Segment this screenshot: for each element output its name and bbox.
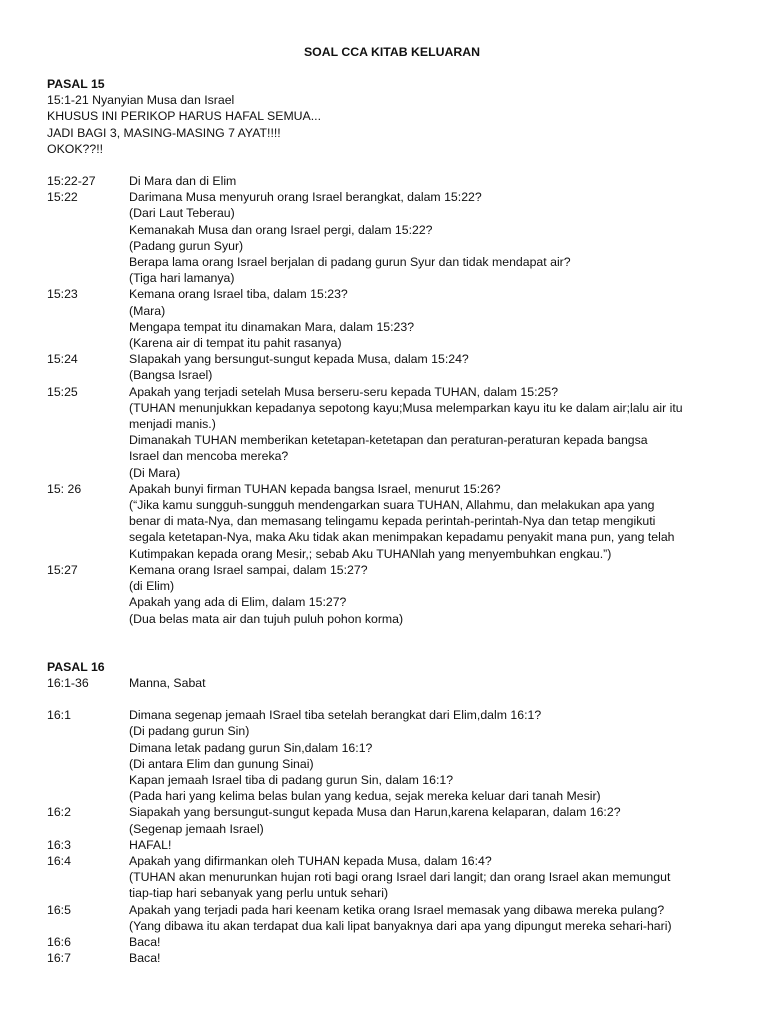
question-entry bbox=[47, 853, 737, 902]
pericope-title: Manna, Sabat bbox=[129, 675, 206, 690]
entry-text bbox=[129, 853, 737, 902]
entry-line: (Bangsa Israel) bbox=[129, 368, 213, 383]
question-entry bbox=[47, 707, 737, 804]
question-entry bbox=[47, 189, 737, 286]
verse-ref: 16:6 bbox=[47, 934, 71, 949]
pasal-16-section bbox=[47, 659, 737, 967]
entry-line: (Tiga hari lamanya) bbox=[129, 271, 235, 286]
entry-line: (Mara) bbox=[129, 303, 166, 318]
pasal-15-entries bbox=[47, 173, 737, 627]
entry-line: menjadi manis.) bbox=[129, 417, 216, 432]
pasal-15-heading: PASAL 15 bbox=[47, 77, 105, 91]
question-entry bbox=[47, 837, 737, 853]
entry-text bbox=[129, 707, 737, 804]
pasal-15-section bbox=[47, 76, 737, 627]
verse-ref: 15:22 bbox=[47, 190, 78, 205]
entry-line: (Di antara Elim dan gunung Sinai) bbox=[129, 756, 314, 771]
entry-line: (di Elim) bbox=[129, 579, 175, 594]
entry-line: Berapa lama orang Israel berjalan di padang gurun Syur dan tidak mendapat air? bbox=[129, 255, 571, 270]
entry-text bbox=[129, 189, 737, 286]
question-entry bbox=[47, 950, 737, 966]
entry-line: Kemana orang Israel sampai, dalam 15:27? bbox=[129, 562, 368, 577]
verse-ref: 15: 26 bbox=[47, 481, 82, 496]
question-entry bbox=[47, 902, 737, 934]
pasal-15-intro-line: JADI BAGI 3, MASING-MASING 7 AYAT!!!! bbox=[47, 125, 281, 140]
entry-line: Dimanakah TUHAN memberikan ketetapan-ketetapan dan peraturan-peraturan kepada bangsa bbox=[129, 433, 648, 448]
verse-ref: 15:22-27 bbox=[47, 174, 96, 189]
entry-text bbox=[129, 804, 737, 836]
entry-line: (Yang dibawa itu akan terdapat dua kali lipat banyaknya dari apa yang dipungut mereka sehari-hari) bbox=[129, 918, 672, 933]
verse-ref: 16:5 bbox=[47, 902, 71, 917]
verse-ref: 16:4 bbox=[47, 853, 71, 868]
entry-line: Mengapa tempat itu dinamakan Mara, dalam 15:23? bbox=[129, 319, 415, 334]
entry-line: (TUHAN akan menurunkan hujan roti bagi orang Israel dari langit; dan orang Israel akan memungut bbox=[129, 870, 671, 885]
verse-ref: 16:2 bbox=[47, 805, 71, 820]
entry-text bbox=[129, 950, 737, 966]
entry-line: Baca! bbox=[129, 951, 161, 966]
verse-ref: 16:1-36 bbox=[47, 675, 89, 690]
verse-ref: 15:27 bbox=[47, 562, 78, 577]
entry-line: Apakah yang difirmankan oleh TUHAN kepada Musa, dalam 16:4? bbox=[129, 853, 492, 868]
entry-line: tiap-tiap hari sebanyak yang perlu untuk sehari) bbox=[129, 886, 389, 901]
entry-line: (Karena air di tempat itu pahit rasanya) bbox=[129, 336, 342, 351]
entry-line: benar di mata-Nya, dan memasang telingamu kepada perintah-perintah-Nya dan tetap mengikuti bbox=[129, 514, 656, 529]
entry-line: Apakah yang terjadi pada hari keenam ketika orang Israel memasak yang dibawa mereka pulang? bbox=[129, 902, 665, 917]
pasal-16-subtitle-row bbox=[47, 675, 737, 691]
question-entry bbox=[47, 481, 737, 562]
entry-text bbox=[129, 562, 737, 627]
pasal-15-intro-line: KHUSUS INI PERIKOP HARUS HAFAL SEMUA... bbox=[47, 109, 322, 124]
entry-text bbox=[129, 351, 737, 383]
entry-text bbox=[129, 934, 737, 950]
question-entry bbox=[47, 934, 737, 950]
question-entry bbox=[47, 173, 737, 189]
verse-ref: 15:25 bbox=[47, 384, 78, 399]
entry-text bbox=[129, 173, 737, 189]
entry-line: HAFAL! bbox=[129, 837, 172, 852]
entry-line: segala ketetapan-Nya, maka Aku tidak akan menimpakan kepadamu penyakit mana pun, yang telah bbox=[129, 530, 675, 545]
question-entry bbox=[47, 286, 737, 351]
entry-text bbox=[129, 481, 737, 562]
verse-ref: 15:24 bbox=[47, 352, 78, 367]
entry-line: (Padang gurun Syur) bbox=[129, 238, 244, 253]
entry-line: Apakah yang ada di Elim, dalam 15:27? bbox=[129, 595, 347, 610]
entry-text bbox=[129, 837, 737, 853]
entry-line: (TUHAN menunjukkan kepadanya sepotong kayu;Musa melemparkan kayu itu ke dalam air;lalu air itu bbox=[129, 400, 683, 415]
pasal-15-intro-line: 15:1-21 Nyanyian Musa dan Israel bbox=[47, 93, 235, 108]
question-entry bbox=[47, 384, 737, 481]
verse-ref: 16:7 bbox=[47, 951, 71, 966]
entry-text bbox=[129, 902, 737, 934]
entry-line: Apakah bunyi firman TUHAN kepada bangsa Israel, menurut 15:26? bbox=[129, 481, 501, 496]
entry-line: SIapakah yang bersungut-sungut kepada Musa, dalam 15:24? bbox=[129, 352, 469, 367]
entry-line: Kemana orang Israel tiba, dalam 15:23? bbox=[129, 287, 348, 302]
entry-line: (Dua belas mata air dan tujuh puluh pohon korma) bbox=[129, 611, 404, 626]
entry-line: (Dari Laut Teberau) bbox=[129, 206, 235, 221]
entry-line: (Pada hari yang kelima belas bulan yang kedua, sejak mereka keluar dari tanah Mesir) bbox=[129, 789, 601, 804]
entry-line: Di Mara dan di Elim bbox=[129, 174, 237, 189]
entry-line: Dimana segenap jemaah ISrael tiba setelah berangkat dari Elim,dalm 16:1? bbox=[129, 708, 542, 723]
entry-line: (“Jika kamu sungguh-sungguh mendengarkan suara TUHAN, Allahmu, dan melakukan apa yang bbox=[129, 498, 655, 513]
entry-line: Apakah yang terjadi setelah Musa berseru-seru kepada TUHAN, dalam 15:25? bbox=[129, 384, 559, 399]
entry-line: Israel dan mencoba mereka? bbox=[129, 449, 289, 464]
pasal-16-entries bbox=[47, 707, 737, 966]
entry-line: Baca! bbox=[129, 934, 161, 949]
question-entry bbox=[47, 351, 737, 383]
entry-line: Kutimpakan kepada orang Mesir,; sebab Aku TUHANlah yang menyembuhkan engkau.”) bbox=[129, 546, 612, 561]
entry-line: Darimana Musa menyuruh orang Israel berangkat, dalam 15:22? bbox=[129, 190, 482, 205]
entry-line: Dimana letak padang gurun Sin,dalam 16:1? bbox=[129, 740, 373, 755]
pasal-15-intro-line: OKOK??!! bbox=[47, 141, 104, 156]
entry-line: Kapan jemaah Israel tiba di padang gurun Sin, dalam 16:1? bbox=[129, 772, 454, 787]
verse-ref: 16:1 bbox=[47, 708, 71, 723]
pasal-16-heading: PASAL 16 bbox=[47, 659, 105, 674]
question-entry bbox=[47, 562, 737, 627]
question-entry bbox=[47, 804, 737, 836]
verse-ref: 16:3 bbox=[47, 837, 71, 852]
entry-text bbox=[129, 384, 737, 481]
entry-line: (Di Mara) bbox=[129, 465, 181, 480]
document-page bbox=[47, 44, 737, 966]
entry-line: (Di padang gurun Sin) bbox=[129, 724, 250, 739]
verse-ref: 15:23 bbox=[47, 287, 78, 302]
entry-line: (Segenap jemaah Israel) bbox=[129, 821, 264, 836]
entry-line: Kemanakah Musa dan orang Israel pergi, dalam 15:22? bbox=[129, 222, 433, 237]
entry-text bbox=[129, 286, 737, 351]
document-title: SOAL CCA KITAB KELUARAN bbox=[303, 45, 481, 59]
entry-line: Siapakah yang bersungut-sungut kepada Musa dan Harun,karena kelaparan, dalam 16:2? bbox=[129, 805, 621, 820]
